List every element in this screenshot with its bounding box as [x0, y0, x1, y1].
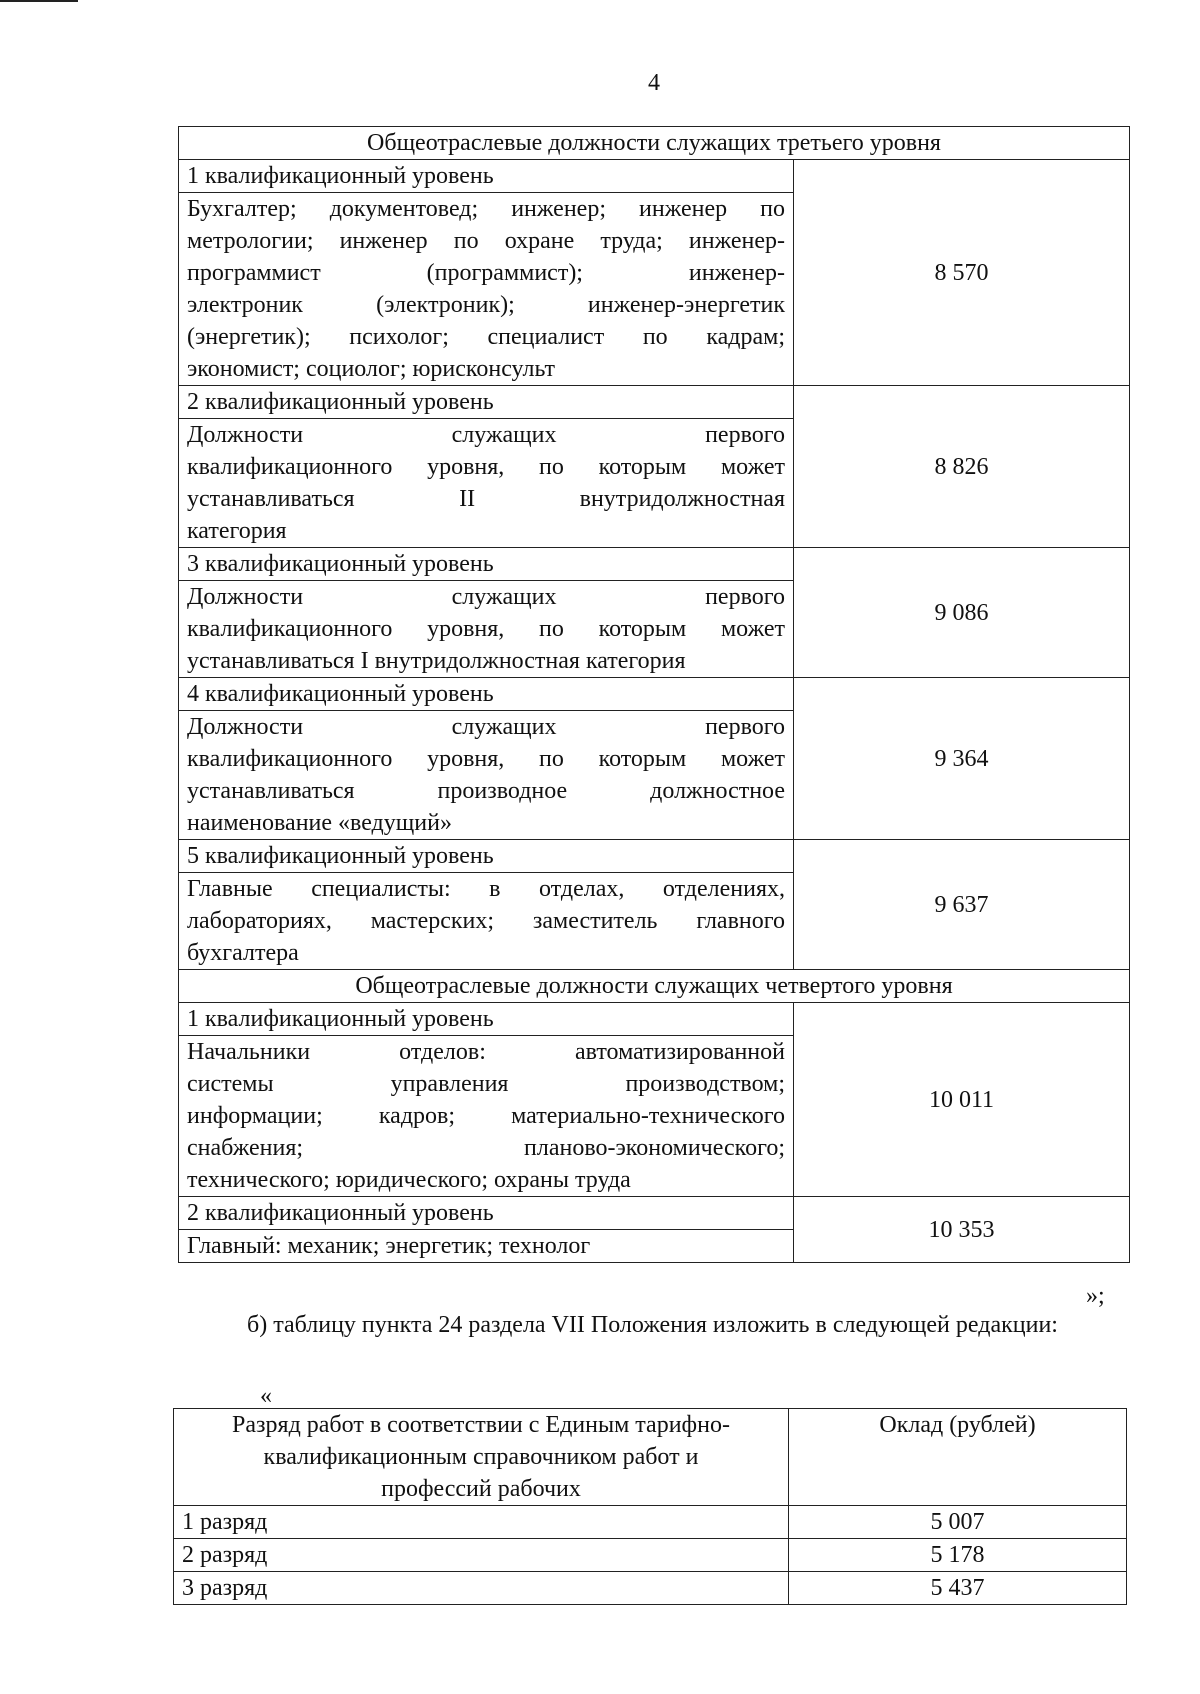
level-label: 3 квалификационный уровень	[179, 548, 794, 581]
description-line: Главный: механик; энергетик; технолог	[187, 1233, 591, 1259]
table-row	[174, 1572, 1127, 1605]
description-line: устанавливаться I внутридолжностная категория	[187, 648, 686, 674]
header-line: квалификационным справочником работ и	[263, 1444, 699, 1470]
description-line: лабораториях, мастерских; заместитель главного	[187, 908, 785, 934]
level-description	[179, 193, 794, 386]
description-line: экономист; социолог; юрисконсульт	[187, 356, 555, 382]
salary-cell: 8 570	[794, 160, 1130, 386]
level-description	[179, 581, 794, 678]
description-line: Начальники отделов: автоматизированной	[187, 1039, 785, 1065]
amendment-paragraph: б) таблицу пункта 24 раздела VII Положения изложить в следующей редакции:	[247, 1312, 1058, 1338]
description-line: наименование «ведущий»	[187, 810, 452, 836]
level-label-row	[179, 160, 1130, 193]
salary-cell: 10 353	[794, 1197, 1130, 1263]
description-line: Главные специалисты: в отделах, отделениях,	[187, 876, 785, 902]
description-line: бухгалтера	[187, 940, 299, 966]
level-description	[179, 419, 794, 548]
level-label: 5 квалификационный уровень	[179, 840, 794, 873]
group-header-row	[179, 970, 1130, 1003]
page-number: 4	[648, 70, 660, 96]
description-line: технического; юридического; охраны труда	[187, 1167, 631, 1193]
description-line: метрологии; инженер по охране труда; инженер-	[187, 228, 785, 254]
salary-table-workers	[173, 1408, 1127, 1605]
salary-cell: 9 364	[794, 678, 1130, 840]
grade-cell: 1 разряд	[174, 1506, 789, 1539]
salary-cell: 5 007	[789, 1506, 1127, 1539]
grade-cell: 2 разряд	[174, 1539, 789, 1572]
level-label-row	[179, 678, 1130, 711]
group-header: Общеотраслевые должности служащих четвертого уровня	[179, 970, 1130, 1003]
salary-cell: 10 011	[794, 1003, 1130, 1197]
salary-cell: 9 086	[794, 548, 1130, 678]
level-label: 1 квалификационный уровень	[179, 1003, 794, 1036]
description-line: квалификационного уровня, по которым может	[187, 454, 785, 480]
level-label: 2 квалификационный уровень	[179, 1197, 794, 1230]
header-line: Разряд работ в соответствии с Единым тарифно-	[232, 1412, 730, 1438]
description-line: Бухгалтер; документовед; инженер; инженер по	[187, 196, 785, 222]
level-label: 2 квалификационный уровень	[179, 386, 794, 419]
salary-cell: 9 637	[794, 840, 1130, 970]
description-line: квалификационного уровня, по которым может	[187, 746, 785, 772]
table-row	[174, 1506, 1127, 1539]
description-line: программист (программист); инженер-	[187, 260, 785, 286]
description-line: Должности служащих первого	[187, 584, 785, 610]
level-label-row	[179, 840, 1130, 873]
level-label: 4 квалификационный уровень	[179, 678, 794, 711]
header-line: профессий рабочих	[381, 1476, 581, 1502]
top-rule	[0, 0, 78, 2]
level-description	[179, 711, 794, 840]
level-label-row	[179, 1003, 1130, 1036]
description-line: Должности служащих первого	[187, 422, 785, 448]
table-header-row	[174, 1409, 1127, 1506]
description-line: квалификационного уровня, по которым может	[187, 616, 785, 642]
grade-column-header	[174, 1409, 789, 1506]
description-line: системы управления производством;	[187, 1071, 785, 1097]
description-line: снабжения; планово-экономического;	[187, 1135, 785, 1161]
level-label-row	[179, 548, 1130, 581]
level-description	[179, 1230, 794, 1263]
salary-column-header: Оклад (рублей)	[789, 1409, 1127, 1506]
salary-cell: 8 826	[794, 386, 1130, 548]
level-label-row	[179, 1197, 1130, 1230]
description-line: Должности служащих первого	[187, 714, 785, 740]
salary-cell: 5 178	[789, 1539, 1127, 1572]
description-line: устанавливаться производное должностное	[187, 778, 785, 804]
grade-cell: 3 разряд	[174, 1572, 789, 1605]
group-header: Общеотраслевые должности служащих третьего уровня	[179, 127, 1130, 160]
level-description	[179, 1036, 794, 1197]
table-row	[174, 1539, 1127, 1572]
group-header-row	[179, 127, 1130, 160]
salary-cell: 5 437	[789, 1572, 1127, 1605]
level-description	[179, 873, 794, 970]
level-label: 1 квалификационный уровень	[179, 160, 794, 193]
closing-quote: »;	[1086, 1283, 1105, 1309]
level-label-row	[179, 386, 1130, 419]
description-line: устанавливаться II внутридолжностная	[187, 486, 785, 512]
salary-table-employees	[178, 126, 1130, 1263]
description-line: электроник (электроник); инженер-энергетик	[187, 292, 785, 318]
description-line: (энергетик); психолог; специалист по кадрам;	[187, 324, 785, 350]
description-line: категория	[187, 518, 287, 544]
opening-quote: «	[260, 1383, 272, 1409]
description-line: информации; кадров; материально-технического	[187, 1103, 785, 1129]
